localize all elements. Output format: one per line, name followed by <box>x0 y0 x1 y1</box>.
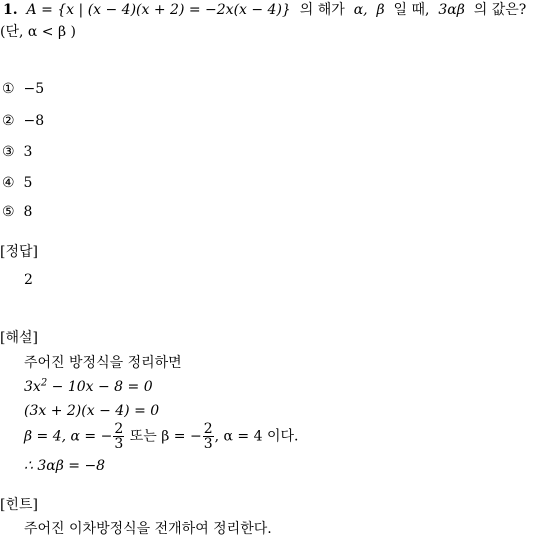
choice-marker: ④ <box>2 175 15 191</box>
question-text-part3: 의 값은? <box>473 2 527 18</box>
choice-marker: ③ <box>2 144 15 160</box>
choice-2[interactable] <box>2 112 44 130</box>
question-text-part1: 의 해가 <box>299 2 345 18</box>
explanation-line-3: (3x + 2)(x − 4) = 0 <box>24 403 160 419</box>
hint-text: 주어진 이차방정식을 전개하여 정리한다. <box>24 521 272 537</box>
product-expression: 3αβ <box>438 2 465 18</box>
explanation-line-5: ∴ 3αβ = −8 <box>24 458 106 474</box>
equation-part: − 10x − 8 = 0 <box>47 379 153 395</box>
choice-value: 5 <box>23 175 33 191</box>
fraction-denominator: 3 <box>203 436 213 452</box>
fraction-numerator: 2 <box>203 421 213 437</box>
explanation-line-2 <box>24 378 153 396</box>
fraction <box>113 422 124 451</box>
solution-part: β = 4, α = − <box>24 428 113 445</box>
choice-value: 8 <box>23 204 33 220</box>
choice-4[interactable] <box>2 174 32 192</box>
beta-symbol: β <box>376 2 385 18</box>
explanation-line-1: 주어진 방정식을 정리하면 <box>24 355 182 371</box>
hint-label: [힌트] <box>0 497 38 513</box>
question-set-definition: A = {x | (x − 4)(x + 2) = −2x(x − 4)} <box>26 2 291 18</box>
question-condition: (단, α < β ) <box>0 24 76 40</box>
answer-value: 2 <box>24 272 33 288</box>
choice-1[interactable] <box>2 80 44 98</box>
choice-marker: ② <box>2 113 15 129</box>
choice-marker: ① <box>2 81 15 97</box>
choice-5[interactable] <box>2 203 32 221</box>
explanation-line-4 <box>24 422 298 451</box>
equation-part: 3x <box>24 379 41 395</box>
solution-part: , α = 4 이다. <box>214 428 299 445</box>
choice-value: −8 <box>23 113 45 129</box>
choice-marker: ⑤ <box>2 204 15 220</box>
exponent: 2 <box>40 377 48 389</box>
fraction-denominator: 3 <box>114 436 124 452</box>
answer-label: [정답] <box>0 244 38 260</box>
choice-value: −5 <box>23 81 45 97</box>
explanation-label: [해설] <box>0 330 38 346</box>
question-text-part2: 일 때, <box>393 2 430 18</box>
question-stem <box>3 1 526 19</box>
fraction-numerator: 2 <box>114 421 124 437</box>
question-number: 1. <box>3 2 18 18</box>
choice-3[interactable] <box>2 143 32 161</box>
choice-value: 3 <box>23 144 33 160</box>
fraction <box>203 422 214 451</box>
solution-part: 또는 β = − <box>125 428 202 445</box>
alpha-symbol: α, <box>353 2 368 18</box>
